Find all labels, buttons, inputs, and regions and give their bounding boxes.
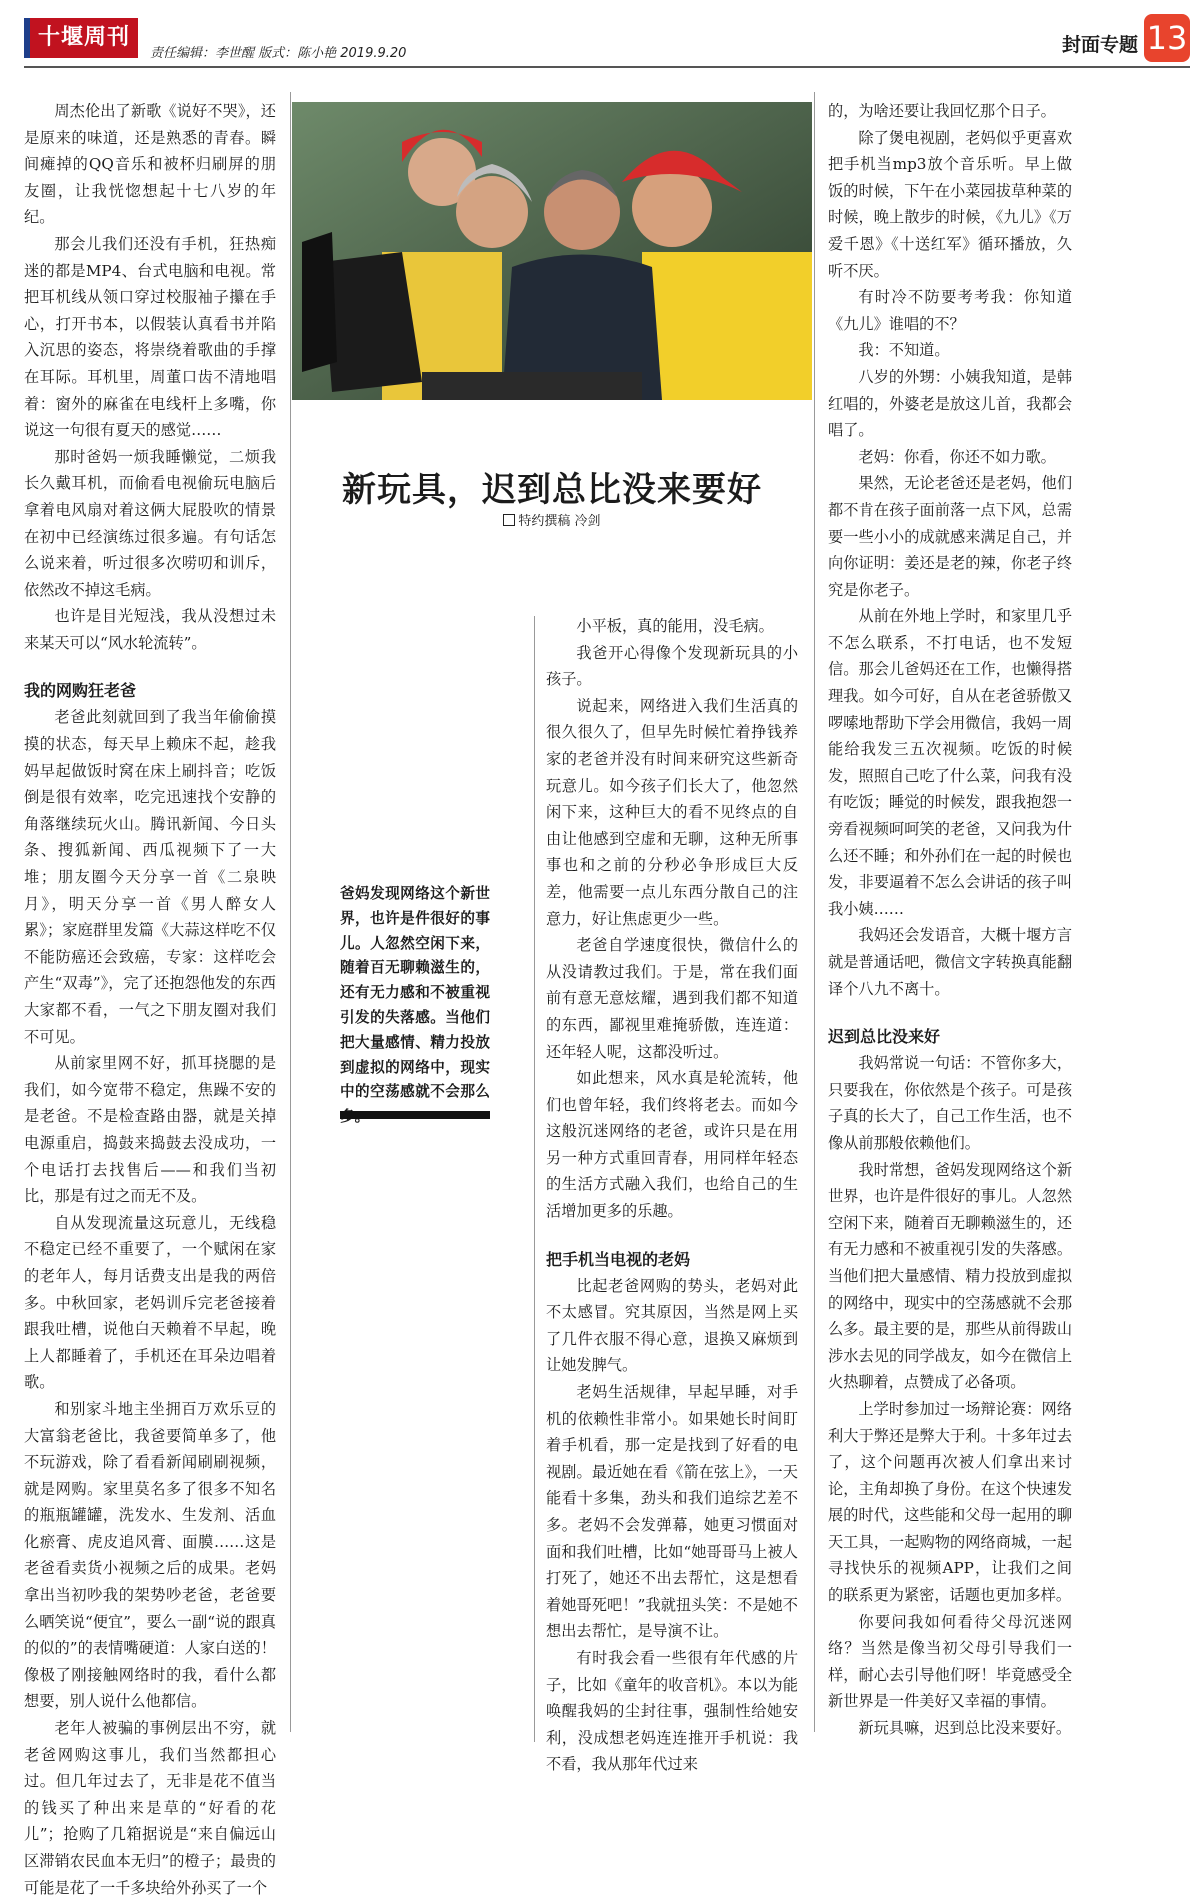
dad-section-paragraphs — [24, 704, 276, 1901]
section-gap — [546, 1225, 798, 1247]
body-paragraph: 上学时参加过一场辩论赛：网络利大于弊还是弊大于利。十多年过去了，这个问题再次被人们拿出来讨论，主角却换了身份。在这个快速发展的时代，这些能和父母一起用的聊天工具，一起购物的网络商城，一起寻找快乐的视频APP，让我们之间的联系更为紧密，话题也更加多样。 — [828, 1399, 1072, 1605]
pull-quote-bar — [340, 1111, 490, 1119]
intro-paragraph: 那会儿我们还没有手机，狂热痴迷的都是MP4、台式电脑和电视。常把耳机线从领口穿过校服袖子攥在手心，打开书本，以假装认真看书并陷入沉思的姿态，将崇绕着歌曲的手撑在耳际。耳机里，周董口齿不清地唱着：窗外的麻雀在电线杆上多嘴，你说这一句很有夏天的感觉…… — [24, 234, 276, 440]
masthead-logo: 十堰周刊 — [24, 18, 138, 58]
page-number-badge: 13 — [1144, 14, 1190, 62]
body-paragraph: 从前在外地上学时，和家里几乎不怎么联系，不打电话，也不发短信。那会儿爸妈还在工作，也懒得搭理我。如今可好，自从在老爸骄傲又啰嗦地帮助下学会用微信，我妈一周能给我发三五次视频。吃饭的时候发，照照自己吃了什么菜，问我有没有吃饭；睡觉的时候发，跟我抱怨一旁看视频呵呵笑的老爸，又问我为什么还不睡；和外孙们在一起的时候也发，非要逼着不怎么会讲话的孩子叫我小姨…… — [828, 607, 1072, 918]
page-header — [0, 0, 1200, 70]
byline — [292, 510, 812, 529]
pull-quote: 爸妈发现网络这个新世界，也许是件很好的事儿。人忽然空闲下来，随着百无聊赖滋生的，还有无力感和不被重视引发的失落感。当他们把大量感情、精力投放到虚拟的网络中，现实中的空荡感就不会那么 — [340, 885, 490, 1101]
body-paragraph: 小平板，真的能用，没毛病。 — [576, 617, 774, 635]
body-paragraph: 你要问我如何看待父母沉迷网络？当然是像当初父母引导我们一样，耐心去引导他们呀！毕竟感受全新世界是一件美好又幸福的事情。 — [828, 1612, 1072, 1711]
article-photo — [292, 102, 812, 400]
body-paragraph: 说起来，网络进入我们生活真的很久很久了，但早先时候忙着挣钱养家的老爸并没有时间来研究这些新奇玩意儿。如今孩子们长大了，他忽然闲下来，这种巨大的看不见终点的自由让他感到空虚和无聊，这种无所事事也和之前的分秒必争形成巨大反差，他需要一点儿东西分散自己的注意力，好让焦虑更少一些。 — [546, 696, 798, 928]
intro-paragraph: 也许是目光短浅，我从没想过未来某天可以“风水轮流转”。 — [24, 607, 276, 652]
section-heading: 迟到总比没来好 — [828, 1027, 941, 1047]
column-divider — [290, 92, 291, 1732]
body-paragraph: 老爸自学速度很快，微信什么的从没请教过我们。于是，常在我们面前有意无意炫耀，遇到我们都不知道的东西，鄙视里难掩骄傲，连连道：还年轻人呢，这都没听过。 — [546, 936, 798, 1061]
body-paragraph: 老年人被骗的事例层出不穷，就老爸网购这事儿，我们当然都担心过。但几年过去了，无非是花不值当的钱买了种出来是草的“好看的花儿”；抢购了几箱据说是“来自偏远山区滞销农民血本无归”的橙子；最贵的可能是花了一千多块给外孙买了一个 — [24, 1719, 276, 1897]
section-gap — [24, 656, 276, 678]
body-paragraph: 有时我会看一些很有年代感的片子，比如《童年的收音机》。本以为能唤醒我妈的尘封往事，强制性给她安利，没成想老妈连连推开手机说：我不看，我从那年代过来 — [546, 1648, 798, 1774]
middle-column — [546, 613, 798, 1778]
right-column — [828, 98, 1072, 1742]
body-paragraph: 我妈还会发语音，大概十堰方言就是普通话吧，微信文字转换真能翻译个八九不离十。 — [828, 926, 1072, 998]
body-paragraph: 我妈常说一句话：不管你多大，只要我在，你依然是个孩子。可是孩子真的长大了，自己工作生活，也不像从前那般依赖他们。 — [828, 1054, 1072, 1152]
body-paragraph: 果然，无论老爸还是老妈，他们都不肯在孩子面前落一点下风，总需要一些小小的成就感来满足自己，并向你证明：姜还是老的辣，你老子终究是你老子。 — [828, 474, 1072, 599]
byline-text: 特约撰稿 冷剑 — [518, 514, 601, 529]
section-gap — [828, 1002, 1072, 1024]
body-paragraph: 从前家里网不好，抓耳挠腮的是我们，如今宽带不稳定，焦躁不安的是老爸。不是检查路由器，就是关掉电源重启，捣鼓来捣鼓去没成功，一个电话打去找售后——和我们当初比，那是有过之而无不及。 — [24, 1054, 276, 1206]
body-paragraph: 的，为啥还要让我回忆那个日子。 — [828, 102, 1056, 120]
body-paragraph: 自从发现流量这玩意儿，无线稳不稳定已经不重要了，一个赋闲在家的老年人，每月话费支出是我的两倍多。中秋回家，老妈训斥完老爸接着跟我吐槽，说他白天赖着不早起，晚上人都睡着了，手机还在耳朵边唱着歌。 — [24, 1213, 276, 1392]
body-paragraph: 老爸此刻就回到了我当年偷偷摸摸的状态，每天早上赖床不起，趁我妈早起做饭时窝在床上刷抖音；吃饭倒是很有效率，吃完迅速找个安静的角落继续玩火山。腾讯新闻、今日头条、搜狐新闻、西瓜视频下了一大堆；朋友圈今天分享一首《二泉映月》，明天分享一首《男人醉女人累》；家庭群里发篇《大蒜这样吃不仅不能防癌还会致癌，专家：这样吃会产生“双毒”》，完了还抱怨他发的东西大家都不看，一气之下朋友圈对我们不可见。 — [24, 708, 276, 1046]
intro-paragraph: 周杰伦出了新歌《说好不哭》，还是原来的味道，还是熟悉的青春。瞬间瘫掉的QQ音乐和被杯归刷屏的朋友圈，让我恍惚想起十七八岁的年纪。 — [24, 102, 276, 227]
editor-credits: 责任编辑：李世醒 版式：陈小艳 2019.9.20 — [150, 46, 407, 61]
column-divider — [814, 92, 815, 1732]
intro-paragraph: 那时爸妈一烦我睡懒觉，二烦我长久戴耳机，而偷看电视偷玩电脑后拿着电风扇对着这俩大屁股吹的情景在初中已经演练过很多遍。有句话怎么说来着，听过很多次唠叨和训斥，依然改不掉这毛病。 — [24, 447, 276, 599]
body-paragraph: 新玩具嘛，迟到总比没来要好。 — [858, 1719, 1072, 1738]
body-paragraph: 我爸开心得像个发现新玩具的小孩子。 — [546, 643, 798, 689]
section-label: 封面专题 — [1061, 34, 1138, 56]
body-paragraph: 我时常想，爸妈发现网络这个新世界，也许是件很好的事儿。人忽然空闲下来，随着百无聊赖滋生的，还有无力感和不被重视引发的失落感。当他们把大量感情、精力投放到虚拟的网络中，现实中的空荡感就不会那么多。最主要的是，那些从前得跋山涉水去见的同学战友，如今在微信上火热聊着，点赞成了必备项。 — [828, 1160, 1072, 1392]
body-paragraph: 八岁的外甥：小姨我知道，是韩红唱的，外婆老是放这儿首，我都会唱了。 — [828, 367, 1072, 440]
body-paragraph: 老妈：你看，你还不如力歌。 — [858, 447, 1056, 466]
section-heading-dad: 我的网购狂老爸 — [24, 681, 137, 701]
body-paragraph: 和别家斗地主坐拥百万欢乐豆的大富翁老爸比，我爸要简单多了，他不玩游戏，除了看看新闻刷刷视频，就是网购。家里莫名多了很多不知名的瓶瓶罐罐，洗发水、生发剂、活血化瘀膏、虎皮追风膏、面膜……这是老爸看卖货小视频之后的成果。老妈拿出当初吵我的架势吵老爸，老爸要么晒笑说“便宜”，要么一副“说的跟真的似的”的表情嘴硬道：人家白送的！像极了刚接触网络时的我，看什么都想要，别人说什么他都信。 — [24, 1399, 276, 1711]
body-paragraph: 除了煲电视剧，老妈似乎更喜欢把手机当mp3放个音乐听。早上做饭的时候，下午在小菜园拔草种菜的时候，晚上散步的时候，《九儿》《万爱千恩》《十送红军》循环播放，久听不厌。 — [828, 128, 1072, 280]
intro-paragraphs — [24, 98, 276, 656]
header-divider — [24, 66, 1190, 68]
body-paragraph: 有时冷不防要考考我：你知道《九儿》谁唱的不？ — [828, 288, 1072, 333]
body-paragraph: 我：不知道。 — [858, 341, 950, 360]
column-divider — [534, 616, 535, 1742]
byline-box-icon — [503, 514, 515, 526]
article-title: 新玩具，迟到总比没来要好 — [342, 470, 762, 510]
section-heading: 把手机当电视的老妈 — [546, 1249, 691, 1269]
body-paragraph: 老妈生活规律，早起早睡，对手机的依赖性非常小。如果她长时间盯着手机看，那一定是找到了好看的电视剧。最近她在看《箭在弦上》，一天能看十多集，劲头和我们追综艺差不多。老妈不会发弹幕，她更习惯面对面和我们吐槽，比如“她哥哥马上被人打死了，她还不出去帮忙，这是想看着她哥死吧！”我就扭头笑：不是她不想出去帮忙，是导演不让。 — [546, 1383, 798, 1641]
body-paragraph: 如此想来，风水真是轮流转，他们也曾年轻，我们终将老去。而如今这般沉迷网络的老爸，或许只是在用另一种方式重回青春，用同样年轻态的生活方式融入我们，也给自己的生活增加更多的乐趣。 — [546, 1069, 798, 1221]
left-column — [24, 98, 276, 1901]
body-paragraph: 比起老爸网购的势头，老妈对此不太感冒。究其原因，当然是网上买了几件衣服不得心意，退换又麻烦到让她发脾气。 — [546, 1276, 798, 1375]
